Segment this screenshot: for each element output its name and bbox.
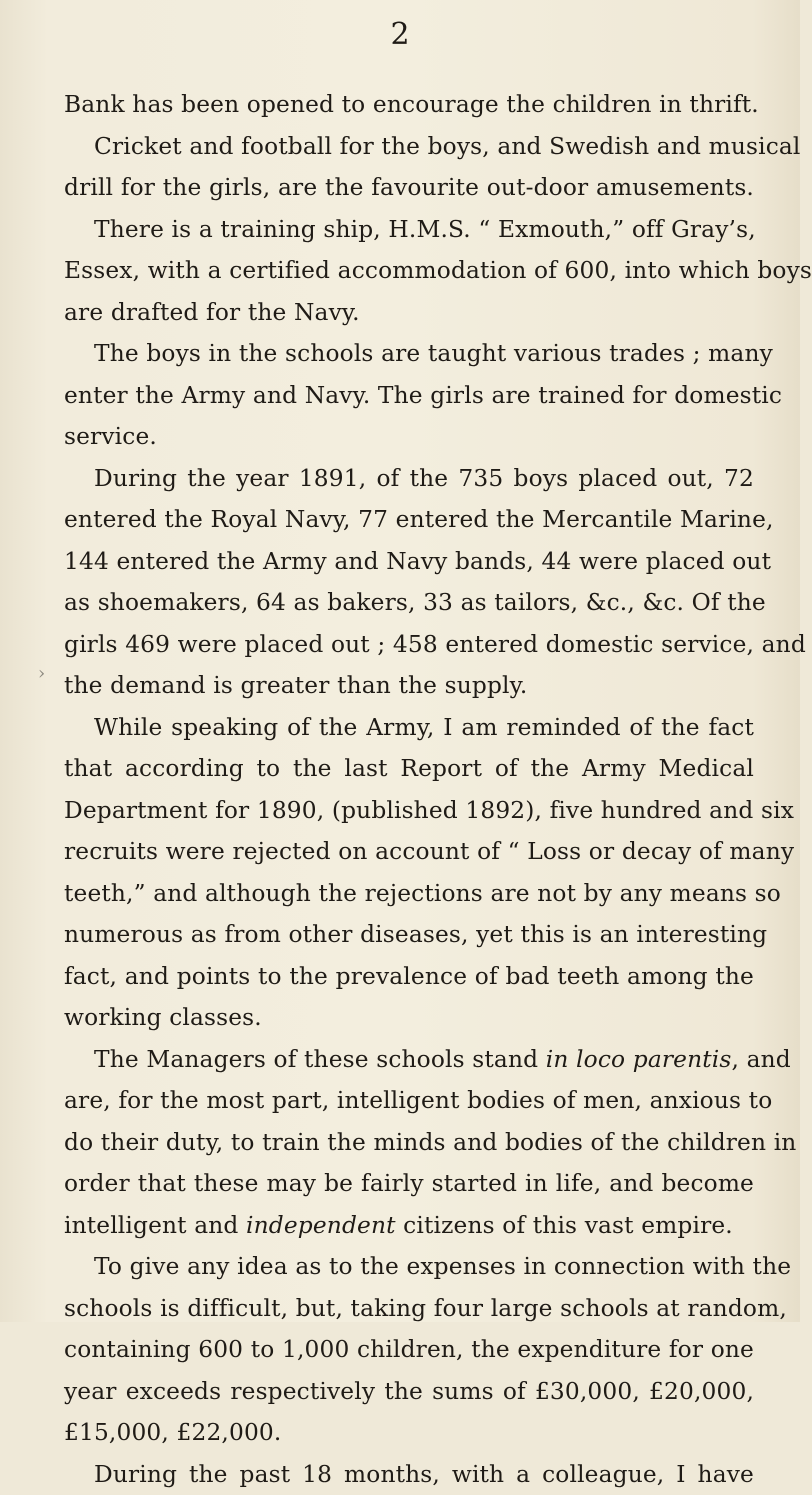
text-line: To give any idea as to the expenses in connection with the bbox=[64, 1246, 754, 1288]
margin-mark: › bbox=[38, 663, 45, 684]
text-line: containing 600 to 1,000 children, the expenditure for one bbox=[64, 1329, 754, 1371]
text-line: teeth,” and although the rejections are not by any means so bbox=[64, 873, 754, 915]
text-line: that according to the last Report of the Army Medical bbox=[64, 748, 754, 790]
text-line: entered the Royal Navy, 77 entered the Mercantile Marine, bbox=[64, 499, 754, 541]
text-line: During the year 1891, of the 735 boys placed out, 72 bbox=[64, 458, 754, 500]
text-line: order that these may be fairly started in life, and become bbox=[64, 1163, 754, 1205]
italic-phrase: independent bbox=[246, 1212, 396, 1239]
text-line: Cricket and football for the boys, and Swedish and musical bbox=[64, 126, 754, 168]
text-line: While speaking of the Army, I am reminded of the fact bbox=[64, 707, 754, 749]
text-line: are drafted for the Navy. bbox=[64, 292, 754, 334]
italic-phrase: in loco parentis bbox=[546, 1046, 732, 1073]
text-line: as shoemakers, 64 as bakers, 33 as tailors, &c., &c. Of the bbox=[64, 582, 754, 624]
text-line bbox=[64, 1039, 754, 1081]
text-line: numerous as from other diseases, yet this is an interesting bbox=[64, 914, 754, 956]
text-line: Bank has been opened to encourage the children in thrift. bbox=[64, 84, 754, 126]
text-line: The boys in the schools are taught various trades ; many bbox=[64, 333, 754, 375]
text-run: citizens of this vast empire. bbox=[396, 1212, 733, 1239]
page-number: 2 bbox=[0, 18, 800, 52]
text-line: are, for the most part, intelligent bodies of men, anxious to bbox=[64, 1080, 754, 1122]
text-line: 144 entered the Army and Navy bands, 44 were placed out bbox=[64, 541, 754, 583]
text-line: enter the Army and Navy. The girls are trained for domestic bbox=[64, 375, 754, 417]
text-line: do their duty, to train the minds and bodies of the children in bbox=[64, 1122, 754, 1164]
text-line bbox=[64, 1205, 754, 1247]
text-line: year exceeds respectively the sums of £30,000, £20,000, bbox=[64, 1371, 754, 1413]
body-text bbox=[64, 84, 754, 1495]
text-line: Department for 1890, (published 1892), five hundred and six bbox=[64, 790, 754, 832]
text-line: the demand is greater than the supply. bbox=[64, 665, 754, 707]
text-run: , and bbox=[731, 1046, 790, 1073]
text-line: During the past 18 months, with a colleague, I have bbox=[64, 1454, 754, 1495]
text-line: fact, and points to the prevalence of bad teeth among the bbox=[64, 956, 754, 998]
text-line: drill for the girls, are the favourite out-door amusements. bbox=[64, 167, 754, 209]
text-run: The Managers of these schools stand bbox=[94, 1046, 546, 1073]
text-line: There is a training ship, H.M.S. “ Exmouth,” off Gray’s, bbox=[64, 209, 754, 251]
text-run: intelligent and bbox=[64, 1212, 246, 1239]
text-line: girls 469 were placed out ; 458 entered domestic service, and bbox=[64, 624, 754, 666]
text-line: recruits were rejected on account of “ Loss or decay of many bbox=[64, 831, 754, 873]
text-line: service. bbox=[64, 416, 754, 458]
text-line: Essex, with a certified accommodation of 600, into which boys bbox=[64, 250, 754, 292]
text-line: £15,000, £22,000. bbox=[64, 1412, 754, 1454]
text-line: working classes. bbox=[64, 997, 754, 1039]
text-line: schools is difficult, but, taking four large schools at random, bbox=[64, 1288, 754, 1330]
